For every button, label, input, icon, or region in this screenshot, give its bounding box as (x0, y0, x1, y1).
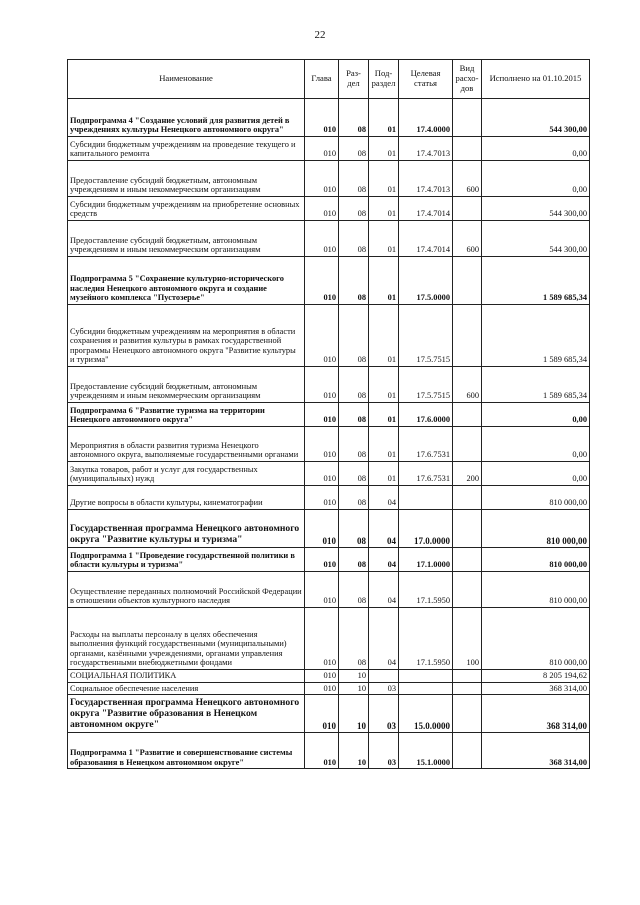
row-name: Подпрограмма 1 "Проведение государственной политики в области культуры и туризма" (68, 548, 305, 572)
row-razdel: 08 (339, 510, 369, 548)
row-razdel: 08 (339, 403, 369, 427)
row-executed-amount: 544 300,00 (482, 221, 590, 257)
row-name: Предоставление субсидий бюджетным, автономным учреждениям и иным некоммерческим организациям (68, 161, 305, 197)
budget-table (67, 59, 590, 769)
row-target-article: 17.6.7531 (399, 462, 453, 486)
row-glava: 010 (305, 733, 339, 769)
header-executed-amount: Исполнено на 01.10.2015 (482, 60, 590, 99)
row-executed-amount: 0,00 (482, 462, 590, 486)
header-podrazdel: Под-раздел (369, 60, 399, 99)
row-executed-amount: 8 205 194,62 (482, 670, 590, 683)
row-target-article: 17.5.7515 (399, 367, 453, 403)
table-row (68, 161, 590, 197)
row-podrazdel: 01 (369, 427, 399, 462)
row-target-article: 17.5.7515 (399, 305, 453, 367)
row-name: Государственная программа Ненецкого автономного округа "Развитие образования в Ненецком автономном округе" (68, 695, 305, 733)
row-target-article (399, 670, 453, 683)
row-target-article: 17.6.7531 (399, 427, 453, 462)
table-row (68, 572, 590, 608)
row-executed-amount: 368 314,00 (482, 682, 590, 695)
table-row (68, 427, 590, 462)
row-name: Осуществление переданных полномочий Российской Федерации в отношении объектов культурного наследия (68, 572, 305, 608)
row-podrazdel: 03 (369, 682, 399, 695)
row-expense-type (453, 305, 482, 367)
row-razdel: 08 (339, 486, 369, 510)
row-expense-type: 600 (453, 221, 482, 257)
row-target-article (399, 682, 453, 695)
row-executed-amount: 810 000,00 (482, 486, 590, 510)
table-row (68, 221, 590, 257)
row-executed-amount: 368 314,00 (482, 733, 590, 769)
header-target-article: Целевая статья (399, 60, 453, 99)
row-podrazdel: 01 (369, 367, 399, 403)
row-name: Предоставление субсидий бюджетным, автономным учреждениям и иным некоммерческим организациям (68, 367, 305, 403)
row-podrazdel: 01 (369, 403, 399, 427)
row-name: Подпрограмма 5 "Сохранение культурно-исторического наследия Ненецкого автономного округа и создание музейного комплекса "Пустозерье" (68, 257, 305, 305)
row-glava: 010 (305, 427, 339, 462)
table-row (68, 257, 590, 305)
row-razdel: 10 (339, 682, 369, 695)
row-expense-type (453, 510, 482, 548)
row-target-article: 17.5.0000 (399, 257, 453, 305)
row-executed-amount: 368 314,00 (482, 695, 590, 733)
table-row (68, 367, 590, 403)
row-expense-type: 200 (453, 462, 482, 486)
row-executed-amount: 544 300,00 (482, 99, 590, 137)
row-podrazdel: 01 (369, 137, 399, 161)
row-glava: 010 (305, 257, 339, 305)
row-razdel: 08 (339, 572, 369, 608)
row-name: Субсидии бюджетным учреждениям на мероприятия в области сохранения и развития культуры в рамках государственной программы Ненецкого автономного округа "Развитие культуры и туризма" (68, 305, 305, 367)
row-expense-type (453, 548, 482, 572)
row-glava: 010 (305, 462, 339, 486)
row-glava: 010 (305, 548, 339, 572)
row-glava: 010 (305, 137, 339, 161)
row-executed-amount: 1 589 685,34 (482, 305, 590, 367)
row-glava: 010 (305, 572, 339, 608)
row-name: Подпрограмма 1 "Развитие и совершенствование системы образования в Ненецком автономном округе" (68, 733, 305, 769)
row-executed-amount: 810 000,00 (482, 572, 590, 608)
row-executed-amount: 810 000,00 (482, 510, 590, 548)
row-target-article: 17.6.0000 (399, 403, 453, 427)
row-expense-type (453, 427, 482, 462)
row-expense-type (453, 486, 482, 510)
table-row (68, 305, 590, 367)
row-target-article: 17.4.7014 (399, 221, 453, 257)
page-number: 22 (314, 29, 326, 41)
row-razdel: 08 (339, 197, 369, 221)
table-row (68, 403, 590, 427)
row-razdel: 10 (339, 733, 369, 769)
row-glava: 010 (305, 403, 339, 427)
row-executed-amount: 1 589 685,34 (482, 367, 590, 403)
row-executed-amount: 810 000,00 (482, 548, 590, 572)
row-target-article: 17.4.7013 (399, 161, 453, 197)
row-glava: 010 (305, 695, 339, 733)
row-podrazdel: 03 (369, 695, 399, 733)
table-row (68, 197, 590, 221)
row-name: Подпрограмма 4 "Создание условий для развития детей в учреждениях культуры Ненецкого автономного округа" (68, 99, 305, 137)
row-podrazdel: 04 (369, 510, 399, 548)
row-expense-type (453, 670, 482, 683)
row-glava: 010 (305, 608, 339, 670)
row-podrazdel: 01 (369, 161, 399, 197)
row-name: Мероприятия в области развития туризма Ненецкого автономного округа, выполняемые государственными органами (68, 427, 305, 462)
row-glava: 010 (305, 682, 339, 695)
table-row (68, 137, 590, 161)
header-name: Наименование (68, 60, 305, 99)
row-glava: 010 (305, 161, 339, 197)
row-target-article: 17.1.5950 (399, 608, 453, 670)
row-glava: 010 (305, 510, 339, 548)
row-podrazdel: 04 (369, 572, 399, 608)
row-name: СОЦИАЛЬНАЯ ПОЛИТИКА (68, 670, 305, 683)
row-podrazdel: 01 (369, 257, 399, 305)
row-expense-type (453, 403, 482, 427)
row-podrazdel: 04 (369, 486, 399, 510)
row-razdel: 08 (339, 161, 369, 197)
row-podrazdel: 01 (369, 197, 399, 221)
row-razdel: 08 (339, 608, 369, 670)
row-expense-type (453, 682, 482, 695)
header-expense-type: Вид расхо-дов (453, 60, 482, 99)
row-glava: 010 (305, 486, 339, 510)
row-razdel: 08 (339, 367, 369, 403)
row-expense-type (453, 257, 482, 305)
row-podrazdel: 01 (369, 305, 399, 367)
row-name: Субсидии бюджетным учреждениям на приобретение основных средств (68, 197, 305, 221)
table-row (68, 733, 590, 769)
row-glava: 010 (305, 367, 339, 403)
row-razdel: 08 (339, 305, 369, 367)
row-glava: 010 (305, 670, 339, 683)
row-target-article: 17.4.7013 (399, 137, 453, 161)
row-target-article: 17.0.0000 (399, 510, 453, 548)
row-executed-amount: 0,00 (482, 427, 590, 462)
table-row (68, 510, 590, 548)
row-name: Закупка товаров, работ и услуг для государственных (муниципальных) нужд (68, 462, 305, 486)
row-glava: 010 (305, 99, 339, 137)
row-expense-type (453, 733, 482, 769)
row-executed-amount: 0,00 (482, 403, 590, 427)
table-row (68, 486, 590, 510)
row-razdel: 08 (339, 548, 369, 572)
row-target-article: 17.1.0000 (399, 548, 453, 572)
row-glava: 010 (305, 221, 339, 257)
row-expense-type (453, 137, 482, 161)
row-glava: 010 (305, 305, 339, 367)
row-target-article: 15.0.0000 (399, 695, 453, 733)
row-podrazdel: 04 (369, 608, 399, 670)
table-row (68, 670, 590, 683)
table-row (68, 99, 590, 137)
row-name: Расходы на выплаты персоналу в целях обеспечения выполнения функций государственными (муниципальными) органами, казёнными учреждениями, органами управления государственными внебюджетными фондами (68, 608, 305, 670)
row-name: Государственная программа Ненецкого автономного округа "Развитие культуры и туризма" (68, 510, 305, 548)
row-expense-type (453, 197, 482, 221)
row-podrazdel: 01 (369, 462, 399, 486)
row-executed-amount: 810 000,00 (482, 608, 590, 670)
row-razdel: 08 (339, 221, 369, 257)
row-razdel: 08 (339, 99, 369, 137)
table-row (68, 695, 590, 733)
row-expense-type (453, 99, 482, 137)
row-expense-type (453, 695, 482, 733)
row-expense-type: 600 (453, 161, 482, 197)
row-target-article: 17.4.0000 (399, 99, 453, 137)
header-glava: Глава (305, 60, 339, 99)
row-name: Социальное обеспечение населения (68, 682, 305, 695)
row-podrazdel: 01 (369, 99, 399, 137)
row-executed-amount: 0,00 (482, 137, 590, 161)
table-row (68, 462, 590, 486)
row-executed-amount: 544 300,00 (482, 197, 590, 221)
row-name: Предоставление субсидий бюджетным, автономным учреждениям и иным некоммерческим организациям (68, 221, 305, 257)
table-row (68, 608, 590, 670)
row-razdel: 10 (339, 670, 369, 683)
row-name: Субсидии бюджетным учреждениям на проведение текущего и капитального ремонта (68, 137, 305, 161)
row-podrazdel: 03 (369, 733, 399, 769)
row-name: Подпрограмма 6 "Развитие туризма на территории Ненецкого автономного округа" (68, 403, 305, 427)
row-executed-amount: 0,00 (482, 161, 590, 197)
row-target-article: 17.1.5950 (399, 572, 453, 608)
row-razdel: 08 (339, 257, 369, 305)
row-executed-amount: 1 589 685,34 (482, 257, 590, 305)
table-row (68, 548, 590, 572)
row-target-article (399, 486, 453, 510)
row-target-article: 15.1.0000 (399, 733, 453, 769)
row-expense-type (453, 572, 482, 608)
row-razdel: 08 (339, 462, 369, 486)
row-podrazdel: 04 (369, 548, 399, 572)
row-podrazdel: 01 (369, 221, 399, 257)
row-podrazdel (369, 670, 399, 683)
row-name: Другие вопросы в области культуры, кинематографии (68, 486, 305, 510)
row-target-article: 17.4.7014 (399, 197, 453, 221)
row-expense-type: 600 (453, 367, 482, 403)
row-razdel: 10 (339, 695, 369, 733)
row-razdel: 08 (339, 137, 369, 161)
row-expense-type: 100 (453, 608, 482, 670)
table-row (68, 682, 590, 695)
row-glava: 010 (305, 197, 339, 221)
header-razdel: Раз-дел (339, 60, 369, 99)
table-header-row (68, 60, 590, 99)
row-razdel: 08 (339, 427, 369, 462)
